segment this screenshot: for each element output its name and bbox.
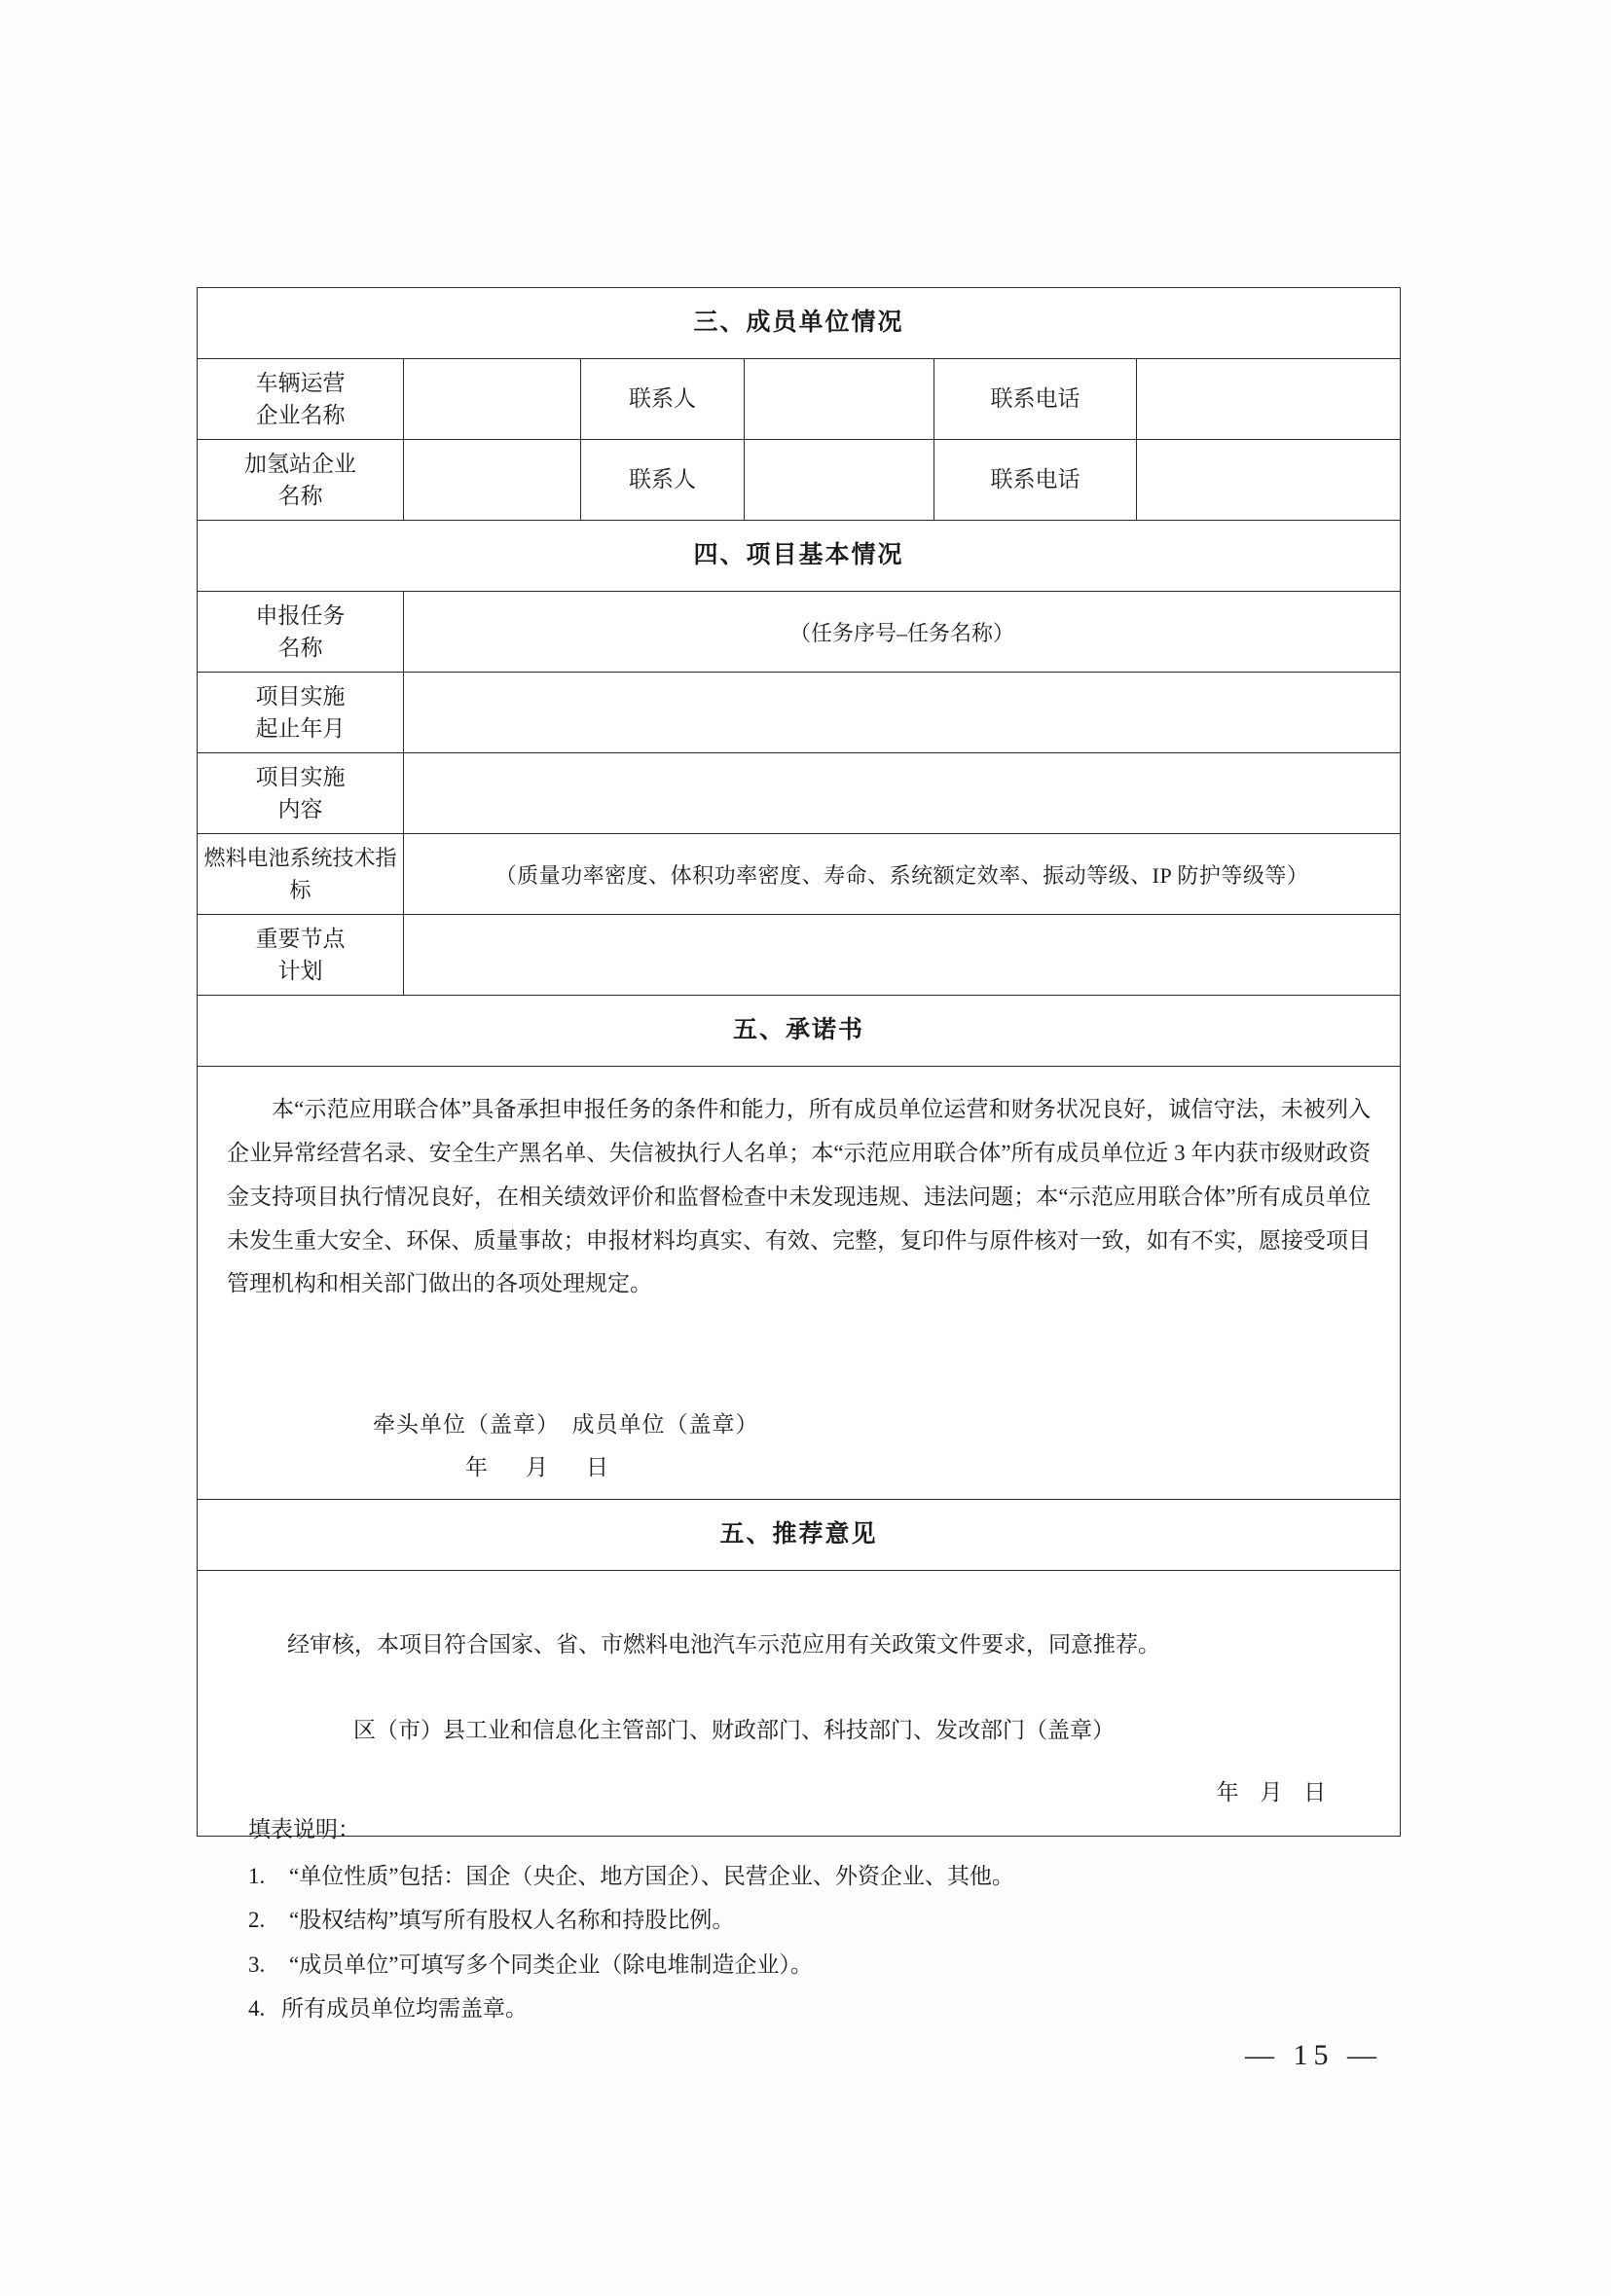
instruction-text: 所有成员单位均需盖章。 [281,1996,528,2022]
instruction-text: “单位性质”包括：国企（央企、地方国企）、民营企业、外资企业、其他。 [289,1863,1014,1888]
label-line-1: 燃料电池系统技术指 [203,846,397,870]
project-content-label [198,753,404,834]
table-row [198,359,1401,440]
section-recommendation-heading: 五、推荐意见 [198,1499,1401,1570]
hydrogen-station-name-input[interactable] [404,440,581,521]
instruction-text: “股权结构”填写所有股权人名称和持股比例。 [289,1908,735,1933]
instructions-title: 填表说明： [248,1817,360,1841]
section-commitment-heading: 五、承诺书 [198,996,1401,1067]
label-line-2: 标 [289,878,311,902]
application-form-table [197,287,1401,1837]
instruction-number: 2. [248,1908,266,1933]
hydrogen-station-phone-label: 联系电话 [934,440,1137,521]
recommendation-body-cell [198,1570,1401,1837]
vehicle-operator-name-input[interactable] [404,359,581,440]
instruction-number: 3. [248,1951,266,1977]
milestone-plan-label [198,915,404,996]
label-line-1: 项目实施 [255,764,346,789]
list-item [248,1898,1397,1943]
label-line-1: 重要节点 [255,926,346,951]
recommendation-department-line[interactable]: 区（市）县工业和信息化主管部门、财政部门、科技部门、发改部门（盖章） [353,1717,1115,1742]
label-line-2: 计划 [277,959,323,983]
fuelcell-tech-indicators-label [198,834,404,915]
hydrogen-station-name-label [198,440,404,521]
label-line-2: 企业名称 [255,403,346,427]
project-period-input[interactable] [404,673,1401,753]
recommendation-paragraph: 经审核，本项目符合国家、省、市燃料电池汽车示范应用有关政策文件要求，同意推荐。 [287,1631,1160,1657]
task-name-label [198,592,404,673]
table-row [198,834,1401,915]
list-item [248,1986,1397,2031]
commitment-signature-block [227,1403,1371,1488]
commitment-body-cell [198,1067,1401,1500]
table-row [198,753,1401,834]
table-row [198,440,1401,521]
instruction-number: 4. [248,1996,266,2022]
project-period-label [198,673,404,753]
recommendation-body-row [198,1570,1401,1837]
label-line-1: 车辆运营 [255,370,346,395]
label-line-2: 起止年月 [255,716,346,741]
table-row [198,592,1401,673]
hydrogen-station-phone-input[interactable] [1137,440,1401,521]
page-number: — 15 — [1245,2039,1382,2071]
form-instructions [248,1807,1397,2031]
section-members-heading-row [198,288,1401,359]
vehicle-operator-name-label [198,359,404,440]
list-item [248,1943,1397,1987]
milestone-plan-input[interactable] [404,915,1401,996]
section-project-heading-row [198,521,1401,592]
commitment-paragraph: 本“示范应用联合体”具备承担申报任务的条件和能力，所有成员单位运营和财务状况良好，诚信守法，未被列入企业异常经营名录、安全生产黑名单、失信被执行人名单；本“示范应用联合体”所有成员单位近 3 年内获市级财政资金支持项目执行情况良好，在相关绩效评价和监督检查中未发现违规、违法问题；本“示范应用联合体”所有成员单位未发生重大安全、环保、质量事故；申报材料均真实、有效、完整，复印件与原件核对一致，如有不实，愿接受项目管理机构和相关部门做出的各项处理规定。 [227,1097,1372,1296]
instruction-number: 1. [248,1863,266,1888]
recommendation-date-line[interactable]: 年 月 日 [1216,1780,1335,1805]
label-line-2: 内容 [277,797,323,821]
hydrogen-station-contact-label: 联系人 [581,440,745,521]
form-sheet [197,287,1400,1837]
section-commitment-heading-row [198,996,1401,1067]
commitment-signature-line[interactable]: 牵头单位（盖章） 成员单位（盖章） [373,1412,759,1438]
commitment-body-row [198,1067,1401,1500]
hydrogen-station-contact-input[interactable] [745,440,934,521]
list-item [248,1854,1397,1899]
table-row [198,915,1401,996]
section-members-heading: 三、成员单位情况 [198,288,1401,359]
commitment-date-line[interactable]: 年 月 日 [465,1454,616,1479]
vehicle-operator-phone-input[interactable] [1137,359,1401,440]
vehicle-operator-contact-label: 联系人 [581,359,745,440]
section-project-heading: 四、项目基本情况 [198,521,1401,592]
vehicle-operator-phone-label: 联系电话 [934,359,1137,440]
label-line-2: 名称 [277,636,323,660]
label-line-2: 名称 [277,484,323,508]
commitment-text-block [198,1067,1400,1499]
label-line-1: 加氢站企业 [244,451,356,476]
recommendation-text-block [198,1571,1400,1837]
fuelcell-tech-indicators-input[interactable]: （质量功率密度、体积功率密度、寿命、系统额定效率、振动等级、IP 防护等级等） [404,834,1401,915]
table-row [198,673,1401,753]
section-recommendation-heading-row [198,1499,1401,1570]
task-name-input[interactable]: （任务序号–任务名称） [404,592,1401,673]
instruction-text: “成员单位”可填写多个同类企业（除电堆制造企业）。 [289,1951,813,1977]
label-line-1: 申报任务 [255,602,346,628]
label-line-1: 项目实施 [255,683,346,709]
vehicle-operator-contact-input[interactable] [745,359,934,440]
project-content-input[interactable] [404,753,1401,834]
